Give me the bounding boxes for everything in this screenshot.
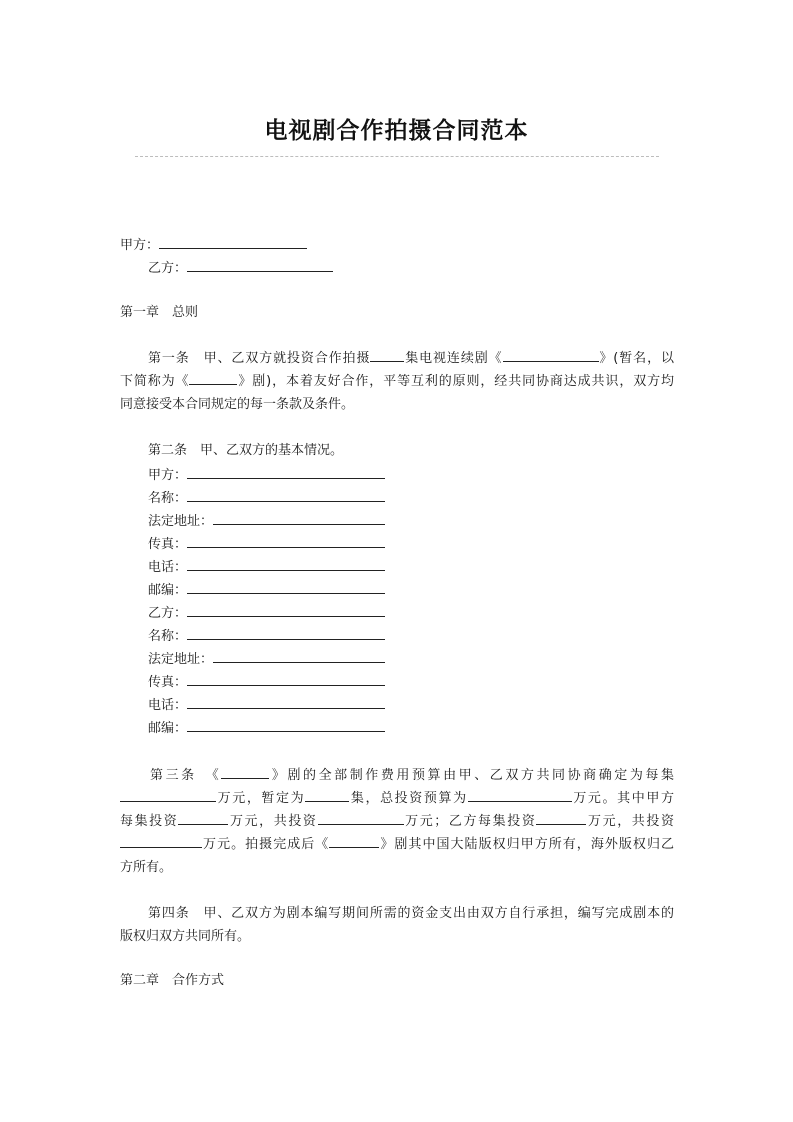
- party-field-row: [148, 603, 385, 623]
- party-field-label: 传真：: [148, 537, 188, 552]
- article-3-line-3: 每集投资 万元，共投资 万元；乙方每集投资 万元，共投资: [120, 810, 674, 833]
- party-field-blank[interactable]: [187, 488, 385, 502]
- article-1: [120, 347, 674, 416]
- per-episode-budget-blank[interactable]: [120, 788, 216, 802]
- party-field-label: 传真：: [148, 675, 188, 690]
- chapter-1-heading: 第一章 总则: [120, 305, 199, 320]
- party-field-row: [148, 695, 385, 715]
- party-field-blank[interactable]: [187, 672, 385, 686]
- party-field-row: [148, 511, 385, 531]
- b-total-blank[interactable]: [120, 834, 202, 848]
- b-per-episode-blank[interactable]: [536, 811, 586, 825]
- article-3-line-5: 方所有。: [120, 860, 173, 875]
- party-field-row: [148, 488, 385, 508]
- a-per-episode-blank[interactable]: [178, 811, 228, 825]
- party-field-blank[interactable]: [213, 649, 385, 663]
- party-field-blank[interactable]: [187, 718, 385, 732]
- title-divider: [135, 156, 659, 157]
- episode-count-blank[interactable]: [305, 788, 349, 802]
- party-field-row: [148, 534, 385, 554]
- party-field-blank[interactable]: [187, 580, 385, 594]
- drama-title-blank[interactable]: [221, 765, 269, 779]
- party-field-label: 电话：: [148, 560, 188, 575]
- short-title-blank[interactable]: [189, 371, 237, 385]
- article-1-line-1: 第一条 甲、乙双方就投资合作拍摄 集电视连续剧《 》(暂名，以: [120, 347, 674, 370]
- a-total-blank[interactable]: [318, 811, 404, 825]
- party-field-blank[interactable]: [187, 626, 385, 640]
- party-a-label: 甲方：: [120, 238, 160, 253]
- article-3-line-1: 第三条 《 》剧的全部制作费用预算由甲、乙双方共同协商确定为每集: [120, 764, 674, 787]
- drama-title-blank-2[interactable]: [329, 834, 379, 848]
- article-2-heading: 第二条 甲、乙双方的基本情况。: [148, 443, 344, 458]
- total-budget-blank[interactable]: [468, 788, 572, 802]
- party-field-row: [148, 626, 385, 646]
- party-field-label: 法定地址：: [148, 514, 214, 529]
- party-b-blank[interactable]: [187, 258, 333, 272]
- header-party-b: [148, 258, 333, 278]
- party-field-label: 法定地址：: [148, 652, 214, 667]
- party-field-blank[interactable]: [187, 695, 385, 709]
- party-field-label: 甲方：: [148, 468, 188, 483]
- article-1-line-2: 下简称为《 》剧)，本着友好合作，平等互利的原则，经共同协商达成共识，双方均: [120, 370, 674, 393]
- article-3-line-2: 万元，暂定为 集，总投资预算为 万元。其中甲方: [120, 787, 674, 810]
- party-field-row: [148, 649, 385, 669]
- party-field-row: [148, 718, 385, 738]
- party-field-label: 乙方：: [148, 606, 188, 621]
- party-field-label: 邮编：: [148, 721, 188, 736]
- party-field-label: 名称：: [148, 629, 188, 644]
- party-field-blank[interactable]: [187, 603, 385, 617]
- header-party-a: [120, 235, 307, 255]
- article-3: [120, 764, 674, 879]
- document-title: 电视剧合作拍摄合同范本: [264, 117, 529, 144]
- party-b-label: 乙方：: [148, 261, 188, 276]
- party-field-label: 电话：: [148, 698, 188, 713]
- party-field-row: [148, 557, 385, 577]
- episodes-blank[interactable]: [370, 348, 404, 362]
- article-1-line-3: 同意接受本合同规定的每一条款及条件。: [120, 397, 355, 412]
- party-field-blank[interactable]: [187, 534, 385, 548]
- article-3-line-4: 万元。拍摄完成后《 》剧其中国大陆版权归甲方所有，海外版权归乙: [120, 833, 674, 856]
- party-a-blank[interactable]: [159, 235, 307, 249]
- article-4-line-2: 版权归双方共同所有。: [120, 929, 251, 944]
- party-field-label: 邮编：: [148, 583, 188, 598]
- party-field-blank[interactable]: [187, 465, 385, 479]
- party-field-row: [148, 465, 385, 485]
- party-field-label: 名称：: [148, 491, 188, 506]
- article-4-line-1: 第四条 甲、乙双方为剧本编写期间所需的资金支出由双方自行承担，编写完成剧本的: [148, 906, 674, 921]
- party-field-row: [148, 580, 385, 600]
- party-field-blank[interactable]: [187, 557, 385, 571]
- article-4: [120, 902, 674, 948]
- party-field-blank[interactable]: [213, 511, 385, 525]
- chapter-2-heading: 第二章 合作方式: [120, 973, 225, 988]
- series-title-blank[interactable]: [503, 348, 599, 362]
- party-field-row: [148, 672, 385, 692]
